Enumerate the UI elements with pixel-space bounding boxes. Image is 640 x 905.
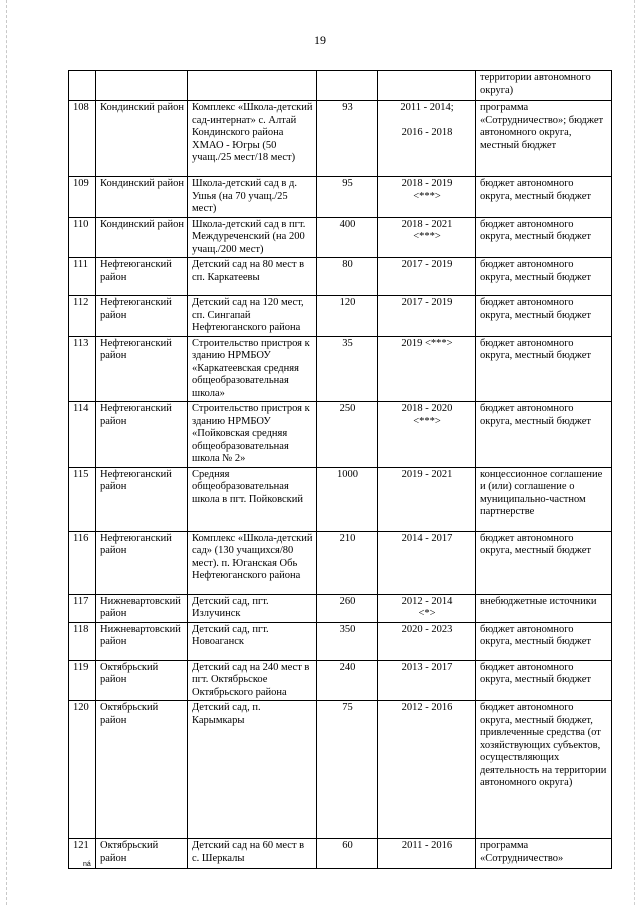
cell-places: 95	[317, 177, 378, 218]
cell-period: 2011 - 2016	[378, 839, 476, 869]
cell-funding-source: бюджет автономного округа, местный бюджет, привлеченные средства (от хозяйствующих субъектов, осуществляющих деятельность на территории автономного округа)	[476, 701, 612, 839]
cell-funding-source: концессионное соглашение и (или) соглашение о муниципально-частном партнерстве	[476, 467, 612, 531]
cell-funding-source: бюджет автономного округа, местный бюджет	[476, 296, 612, 337]
cell-district: Кондинский район	[96, 101, 188, 177]
cell-number: 108	[69, 101, 96, 177]
cell-object: Строительство пристроя к зданию НРМБОУ «Пойковская средняя общеобразовательная школа № 2»	[188, 402, 317, 468]
cell-places: 1000	[317, 467, 378, 531]
cell-funding-source: бюджет автономного округа, местный бюджет	[476, 402, 612, 468]
scan-edge-left	[6, 0, 8, 905]
cell-district: Нефтеюганский район	[96, 402, 188, 468]
objects-table	[68, 70, 612, 869]
cell-object: Детский сад, пгт. Новоаганск	[188, 622, 317, 660]
cell-number: 111	[69, 258, 96, 296]
cell-places: 75	[317, 701, 378, 839]
cell-places: 35	[317, 336, 378, 402]
cell-number: 110	[69, 217, 96, 258]
cell-places: 260	[317, 594, 378, 622]
cell-places: 350	[317, 622, 378, 660]
table-row	[69, 622, 612, 660]
table-row	[69, 594, 612, 622]
cell-number: 118	[69, 622, 96, 660]
cell-district: Октябрьский район	[96, 839, 188, 869]
cell-funding-source: бюджет автономного округа, местный бюджет	[476, 217, 612, 258]
cell-places: 210	[317, 531, 378, 594]
cell-period: 2017 - 2019	[378, 296, 476, 337]
cell-district: Нефтеюганский район	[96, 336, 188, 402]
cell-number: 121	[69, 839, 96, 869]
cell-district: Октябрьский район	[96, 660, 188, 701]
cell-funding-source: бюджет автономного округа, местный бюджет	[476, 622, 612, 660]
cell-district: Нефтеюганский район	[96, 467, 188, 531]
cell-number	[69, 71, 96, 101]
cell-places: 120	[317, 296, 378, 337]
cell-places: 60	[317, 839, 378, 869]
cell-object: Детский сад на 80 мест в сп. Каркатеевы	[188, 258, 317, 296]
cell-period: 2014 - 2017	[378, 531, 476, 594]
cell-funding-source: внебюджетные источники	[476, 594, 612, 622]
table-row	[69, 701, 612, 839]
cell-object: Школа-детский сад в пгт. Междуреченский (на 200 учащ./200 мест)	[188, 217, 317, 258]
footer-mark: ná	[83, 861, 91, 868]
cell-number: 116	[69, 531, 96, 594]
cell-period: 2012 - 2016	[378, 701, 476, 839]
table-row	[69, 336, 612, 402]
cell-period: 2019 <***>	[378, 336, 476, 402]
cell-object: Средняя общеобразовательная школа в пгт. Пойковский	[188, 467, 317, 531]
table-row	[69, 217, 612, 258]
table-row	[69, 467, 612, 531]
cell-number: 115	[69, 467, 96, 531]
cell-district: Нижневартовский район	[96, 594, 188, 622]
cell-district	[96, 71, 188, 101]
cell-funding-source: бюджет автономного округа, местный бюджет	[476, 336, 612, 402]
cell-places: 240	[317, 660, 378, 701]
cell-places: 80	[317, 258, 378, 296]
cell-number: 119	[69, 660, 96, 701]
table-row	[69, 101, 612, 177]
cell-funding-source: бюджет автономного округа, местный бюджет	[476, 258, 612, 296]
cell-places	[317, 71, 378, 101]
cell-object	[188, 71, 317, 101]
cell-district: Кондинский район	[96, 177, 188, 218]
cell-period: 2013 - 2017	[378, 660, 476, 701]
table-row	[69, 402, 612, 468]
table-row	[69, 660, 612, 701]
cell-period: 2018 - 2019 <***>	[378, 177, 476, 218]
cell-district: Нефтеюганский район	[96, 296, 188, 337]
cell-period: 2018 - 2020 <***>	[378, 402, 476, 468]
cell-object: Школа-детский сад в д. Ушья (на 70 учащ./25 мест)	[188, 177, 317, 218]
cell-district: Нижневартовский район	[96, 622, 188, 660]
table-body	[69, 71, 612, 869]
cell-funding-source: территории автономного округа)	[476, 71, 612, 101]
cell-period: 2012 - 2014 <*>	[378, 594, 476, 622]
cell-district: Октябрьский район	[96, 701, 188, 839]
cell-funding-source: бюджет автономного округа, местный бюджет	[476, 177, 612, 218]
cell-object: Комплекс «Школа-детский сад-интернат» с. Алтай Кондинского района ХМАО - Югры (50 учащ./25 мест/18 мест)	[188, 101, 317, 177]
cell-object: Детский сад на 60 мест в с. Шеркалы	[188, 839, 317, 869]
cell-district: Нефтеюганский район	[96, 531, 188, 594]
cell-number: 120	[69, 701, 96, 839]
cell-period: 2018 - 2021 <***>	[378, 217, 476, 258]
scan-edge-right	[634, 0, 636, 905]
cell-district: Нефтеюганский район	[96, 258, 188, 296]
cell-district: Кондинский район	[96, 217, 188, 258]
cell-object: Детский сад, пгт. Излучинск	[188, 594, 317, 622]
table-row	[69, 258, 612, 296]
cell-number: 109	[69, 177, 96, 218]
cell-object: Комплекс «Школа-детский сад» (130 учащихся/80 мест). п. Юганская Обь Нефтеюганского района	[188, 531, 317, 594]
cell-period: 2011 - 2014; 2016 - 2018	[378, 101, 476, 177]
cell-period: 2017 - 2019	[378, 258, 476, 296]
cell-places: 93	[317, 101, 378, 177]
page-number: 19	[314, 33, 326, 47]
table-row	[69, 839, 612, 869]
cell-object: Детский сад на 120 мест, сп. Сингапай Нефтеюганского района	[188, 296, 317, 337]
cell-period	[378, 71, 476, 101]
table-row	[69, 177, 612, 218]
cell-number: 117	[69, 594, 96, 622]
cell-object: Детский сад на 240 мест в пгт. Октябрьское Октябрьского района	[188, 660, 317, 701]
cell-object: Детский сад, п. Карымкары	[188, 701, 317, 839]
cell-number: 114	[69, 402, 96, 468]
cell-places: 250	[317, 402, 378, 468]
cell-number: 112	[69, 296, 96, 337]
cell-period: 2020 - 2023	[378, 622, 476, 660]
cell-funding-source: бюджет автономного округа, местный бюджет	[476, 531, 612, 594]
cell-places: 400	[317, 217, 378, 258]
table-row	[69, 296, 612, 337]
cell-period: 2019 - 2021	[378, 467, 476, 531]
cell-funding-source: программа «Сотрудничество»; бюджет автономного округа, местный бюджет	[476, 101, 612, 177]
cell-number: 113	[69, 336, 96, 402]
cell-funding-source: бюджет автономного округа, местный бюджет	[476, 660, 612, 701]
cell-funding-source: программа «Сотрудничество»	[476, 839, 612, 869]
table-row	[69, 71, 612, 101]
cell-object: Строительство пристроя к зданию НРМБОУ «Каркатеевская средняя общеобразовательная школа»	[188, 336, 317, 402]
table-row	[69, 531, 612, 594]
